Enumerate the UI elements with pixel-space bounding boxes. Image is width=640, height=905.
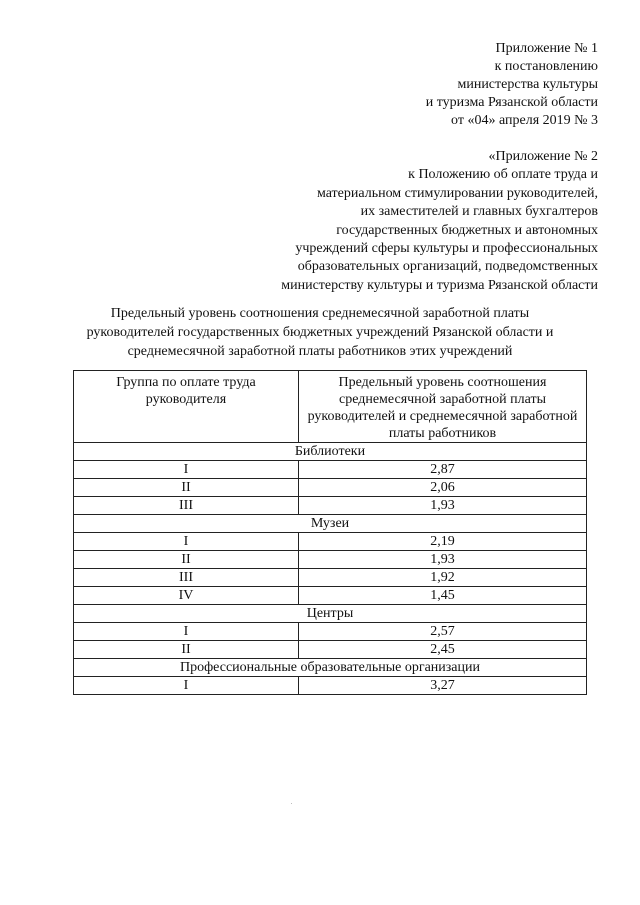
appendix-1-line: Приложение № 1	[495, 41, 598, 56]
appendix-2-reference	[281, 148, 598, 295]
value-cell: 1,93	[299, 497, 587, 515]
appendix-2-line: материальном стимулировании руководителей,	[316, 185, 598, 201]
table-header-row	[74, 371, 587, 443]
appendix-1-line: министерства культуры	[457, 77, 598, 92]
section-title: Профессиональные образовательные организации	[74, 659, 587, 677]
appendix-2-line: их заместителей и главных бухгалтеров	[360, 204, 598, 220]
appendix-2-line: государственных бюджетных и автономных	[336, 222, 598, 238]
section-row-centers	[74, 605, 587, 623]
table-row	[74, 533, 587, 551]
group-cell: I	[74, 533, 299, 551]
table-row	[74, 587, 587, 605]
document-title-line: руководителей государственных бюджетных учреждений Рязанской области и	[86, 325, 554, 340]
group-cell: IV	[74, 587, 299, 605]
section-title: Центры	[74, 605, 587, 623]
group-cell: III	[74, 497, 299, 515]
section-row-libraries	[74, 443, 587, 461]
document-title	[0, 304, 640, 361]
table-row	[74, 641, 587, 659]
appendix-1-line: от «04» апреля 2019 № 3	[451, 113, 598, 128]
table-row	[74, 623, 587, 641]
group-cell: II	[74, 641, 299, 659]
value-cell: 3,27	[299, 677, 587, 695]
table-row	[74, 479, 587, 497]
group-cell: I	[74, 461, 299, 479]
table-row	[74, 677, 587, 695]
value-cell: 1,92	[299, 569, 587, 587]
table-row	[74, 569, 587, 587]
value-cell: 2,45	[299, 641, 587, 659]
appendix-1-line: и туризма Рязанской области	[425, 95, 598, 110]
appendix-2-line: «Приложение № 2	[488, 149, 598, 164]
group-cell: I	[74, 623, 299, 641]
value-cell: 2,57	[299, 623, 587, 641]
group-cell: II	[74, 479, 299, 497]
header-group: Группа по оплате труда руководителя	[74, 371, 299, 443]
appendix-2-line: образовательных организаций, подведомственных	[297, 259, 598, 275]
document-title-line: среднемесячной заработной платы работников этих учреждений	[127, 344, 513, 359]
value-cell: 2,06	[299, 479, 587, 497]
value-cell: 2,19	[299, 533, 587, 551]
salary-ratio-table	[73, 370, 587, 695]
group-cell: III	[74, 569, 299, 587]
header-ratio: Предельный уровень соотношения среднемесячной заработной платы руководителей и среднемесячной заработной платы работников	[299, 371, 587, 443]
appendix-1-reference	[426, 40, 598, 130]
section-row-professional-education	[74, 659, 587, 677]
scan-speck	[291, 803, 292, 804]
value-cell: 1,93	[299, 551, 587, 569]
section-title: Музеи	[74, 515, 587, 533]
section-title: Библиотеки	[74, 443, 587, 461]
appendix-2-line: к Положению об оплате труда и	[408, 167, 598, 183]
document-title-line: Предельный уровень соотношения среднемесячной заработной платы	[110, 306, 530, 321]
value-cell: 1,45	[299, 587, 587, 605]
appendix-2-line: учреждений сферы культуры и профессиональных	[295, 241, 598, 257]
table-row	[74, 497, 587, 515]
appendix-1-line: к постановлению	[494, 59, 598, 74]
group-cell: I	[74, 677, 299, 695]
table-row	[74, 551, 587, 569]
section-row-museums	[74, 515, 587, 533]
table-row	[74, 461, 587, 479]
group-cell: II	[74, 551, 299, 569]
value-cell: 2,87	[299, 461, 587, 479]
appendix-2-line: министерству культуры и туризма Рязанской области	[281, 277, 598, 293]
